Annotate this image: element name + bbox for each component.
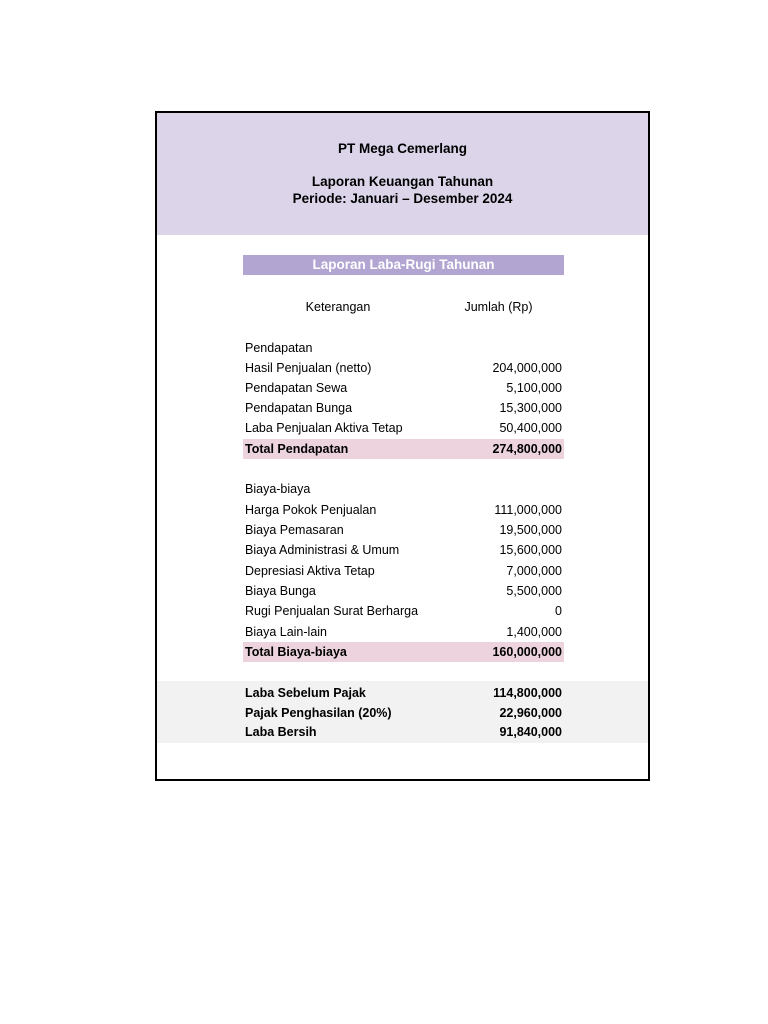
row-value: 15,300,000 <box>499 401 562 415</box>
row-value: 204,000,000 <box>492 361 562 375</box>
row-value: 0 <box>555 604 562 618</box>
total-label: Total Pendapatan <box>245 442 349 456</box>
revenue-heading-row <box>243 338 564 358</box>
total-value: 274,800,000 <box>492 442 562 456</box>
net-profit-row <box>243 722 564 742</box>
expenses-heading: Biaya-biaya <box>245 482 311 496</box>
report-period: Periode: Januari – Desember 2024 <box>292 191 513 206</box>
table-row <box>243 520 564 540</box>
table-row <box>243 561 564 581</box>
table-row <box>243 500 564 520</box>
row-label: Pajak Penghasilan (20%) <box>245 706 392 720</box>
revenue-heading: Pendapatan <box>245 341 313 355</box>
table-row <box>243 378 564 398</box>
row-label: Pendapatan Bunga <box>245 401 353 415</box>
row-value: 114,800,000 <box>493 686 562 700</box>
row-value: 50,400,000 <box>499 421 562 435</box>
row-value: 5,500,000 <box>506 584 562 598</box>
row-label: Biaya Bunga <box>245 584 316 598</box>
statement-title: Laporan Laba-Rugi Tahunan <box>243 255 564 275</box>
report-header <box>157 113 648 235</box>
table-row <box>243 398 564 418</box>
row-label: Biaya Lain-lain <box>245 625 327 639</box>
table-row <box>243 622 564 642</box>
row-label: Harga Pokok Penjualan <box>245 503 377 517</box>
table-row <box>243 358 564 378</box>
table-row <box>243 540 564 560</box>
report-title: Laporan Keuangan Tahunan <box>311 174 494 189</box>
row-label: Laba Sebelum Pajak <box>245 686 366 700</box>
table-row <box>243 418 564 438</box>
row-value: 22,960,000 <box>499 706 562 720</box>
row-label: Hasil Penjualan (netto) <box>245 361 372 375</box>
row-value: 19,500,000 <box>499 523 562 537</box>
row-label: Pendapatan Sewa <box>245 381 348 395</box>
row-value: 7,000,000 <box>506 564 562 578</box>
column-header-amount: Jumlah (Rp) <box>464 300 533 314</box>
row-value: 15,600,000 <box>499 543 562 557</box>
total-revenue-row <box>243 439 564 459</box>
row-label: Biaya Administrasi & Umum <box>245 543 400 557</box>
table-row <box>243 601 564 621</box>
row-value: 5,100,000 <box>506 381 562 395</box>
row-label: Laba Bersih <box>245 725 317 739</box>
income-tax-row <box>243 703 564 723</box>
report-frame <box>155 111 650 781</box>
row-label: Rugi Penjualan Surat Berharga <box>245 604 419 618</box>
total-value: 160,000,000 <box>492 645 562 659</box>
row-value: 1,400,000 <box>506 625 562 639</box>
row-label: Biaya Pemasaran <box>245 523 344 537</box>
table-row <box>243 581 564 601</box>
total-label: Total Biaya-biaya <box>245 645 347 659</box>
row-label: Laba Penjualan Aktiva Tetap <box>245 421 403 435</box>
row-value: 111,000,000 <box>494 503 562 517</box>
expenses-heading-row <box>243 479 564 499</box>
column-header-description: Keterangan <box>305 300 371 314</box>
row-value: 91,840,000 <box>499 725 562 739</box>
total-expenses-row <box>243 642 564 662</box>
company-name: PT Mega Cemerlang <box>337 141 468 156</box>
row-label: Depresiasi Aktiva Tetap <box>245 564 375 578</box>
profit-before-tax-row <box>243 683 564 703</box>
